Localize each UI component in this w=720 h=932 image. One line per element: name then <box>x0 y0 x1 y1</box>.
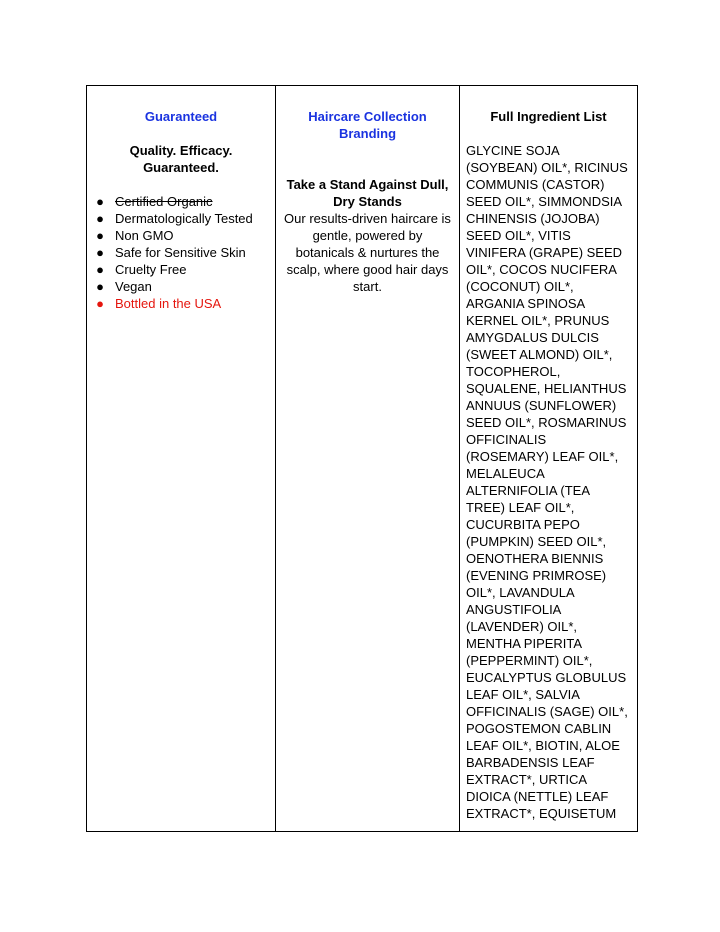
guaranteed-cell <box>87 86 276 832</box>
bullet-icon: ● <box>96 211 104 226</box>
list-item <box>93 261 269 278</box>
guaranteed-heading: Guaranteed <box>144 109 218 124</box>
list-item <box>93 227 269 244</box>
ingredients-cell <box>460 86 638 832</box>
branding-subheading: Take a Stand Against Dull, Dry Stands <box>286 177 449 209</box>
bullet-icon: ● <box>96 228 104 243</box>
list-item <box>93 193 269 210</box>
guaranteed-tagline: Quality. Efficacy. Guaranteed. <box>129 143 233 175</box>
branding-heading: Haircare Collection Branding <box>308 109 427 141</box>
bullet-icon: ● <box>96 279 104 294</box>
table-row <box>87 86 638 832</box>
list-item-label: Certified Organic <box>115 194 213 209</box>
branding-body: Our results-driven haircare is gentle, powered by botanicals & nurtures the scalp, where good hair days start. <box>284 211 451 294</box>
list-item-label: Vegan <box>115 279 152 294</box>
ingredient-list-text: GLYCINE SOJA (SOYBEAN) OIL*, RICINUS COMMUNIS (CASTOR) SEED OIL*, SIMMONDSIA CHINENSIS (JOJOBA) SEED OIL*, VITIS VINIFERA (GRAPE) SEED OIL*, COCOS NUCIFERA (COCONUT) OIL*, ARGANIA SPINOSA KERNEL OIL*, PRUNUS AMYGDALUS DULCIS (SWEET ALMOND) OIL*, TOCOPHEROL, SQUALENE, HELIANTHUS ANNUUS (SUNFLOWER) SEED OIL*, ROSMARINUS OFFICINALIS (ROSEMARY) LEAF OIL*, MELALEUCA ALTERNIFOLIA (TEA TREE) LEAF OIL*, CUCURBITA PEPO (PUMPKIN) SEED OIL*, OENOTHERA BIENNIS (EVENING PRIMROSE) OIL*, LAVANDULA ANGUSTIFOLIA (LAVENDER) OIL*, MENTHA PIPERITA (PEPPERMINT) OIL*, EUCALYPTUS GLOBULUS LEAF OIL*, SALVIA OFFICINALIS (SAGE) OIL*, POGOSTEMON CABLIN LEAF OIL*, BIOTIN, ALOE BARBADENSIS LEAF EXTRACT*, URTICA DIOICA (NETTLE) LEAF EXTRACT*, EQUISETUM <box>466 143 628 821</box>
branding-cell <box>276 86 460 832</box>
list-item <box>93 278 269 295</box>
list-item-label: Dermatologically Tested <box>115 211 253 226</box>
list-item-label: Non GMO <box>115 228 174 243</box>
bullet-icon: ● <box>96 296 104 311</box>
list-item-label: Cruelty Free <box>115 262 187 277</box>
product-info-table <box>86 85 638 832</box>
list-item-label: Bottled in the USA <box>115 296 222 311</box>
list-item <box>93 244 269 261</box>
list-item-label: Safe for Sensitive Skin <box>115 245 246 260</box>
bullet-icon: ● <box>96 194 104 209</box>
bullet-icon: ● <box>96 245 104 260</box>
list-item <box>93 210 269 227</box>
list-item <box>93 295 269 312</box>
bullet-icon: ● <box>96 262 104 277</box>
guarantee-list <box>93 193 269 312</box>
ingredients-heading: Full Ingredient List <box>490 109 607 124</box>
